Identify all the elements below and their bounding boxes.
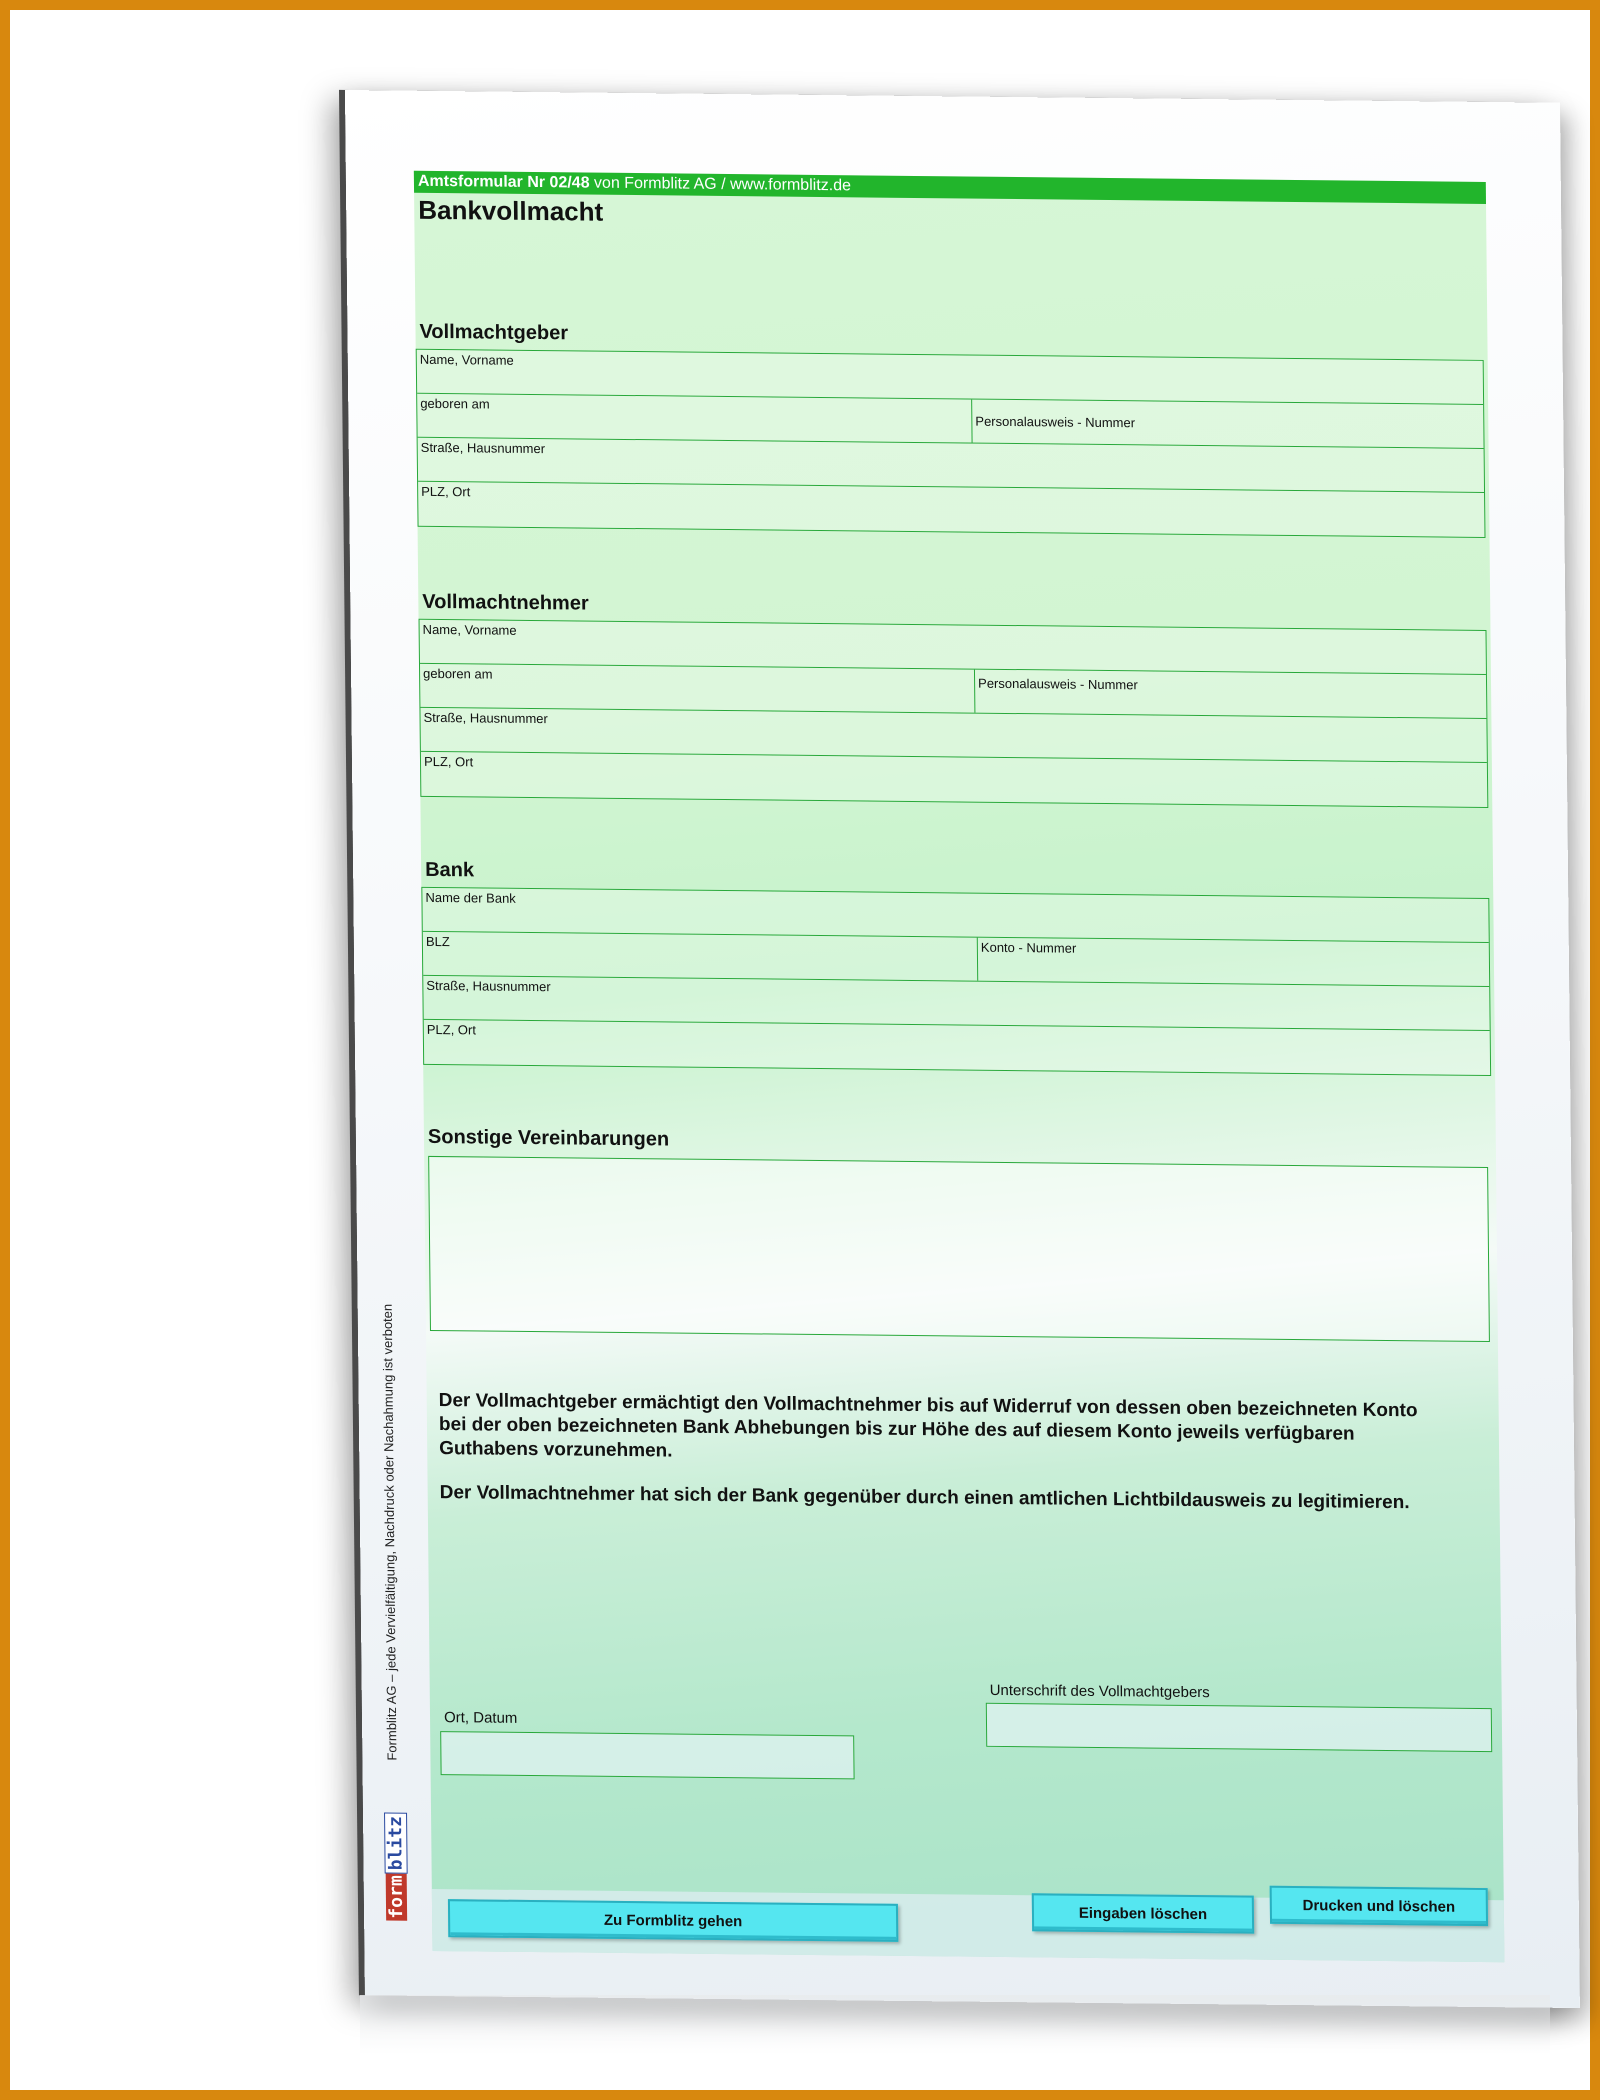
signature-label: Unterschrift des Vollmachtgebers	[989, 1681, 1210, 1702]
section-title-bank: Bank	[425, 858, 475, 882]
field-label: Straße, Hausnummer	[426, 977, 551, 995]
field-label: PLZ, Ort	[426, 1021, 477, 1038]
section-title-grantor: Vollmachtgeber	[419, 320, 569, 345]
legitimation-statement: Der Vollmachtnehmer hat sich der Bank gegenüber durch einen amtlichen Lichtbildausweis zu legitimieren.	[439, 1482, 1410, 1514]
field-label: Straße, Hausnummer	[423, 709, 548, 727]
bank-blz-field[interactable]: BLZ	[425, 933, 450, 950]
goto-formblitz-button[interactable]: Zu Formblitz gehen	[448, 1899, 898, 1942]
signature-field[interactable]	[986, 1703, 1492, 1752]
formblitz-logo: formblitz	[385, 1813, 407, 1921]
field-label: Name der Bank	[425, 889, 516, 906]
page-title: Bankvollmacht	[418, 194, 604, 227]
field-label: Name, Vorname	[422, 621, 517, 638]
place-date-field[interactable]	[440, 1731, 854, 1779]
grantor-birth-field[interactable]: geboren am	[420, 395, 490, 412]
form-sheet	[414, 171, 1505, 1963]
print-and-clear-button[interactable]: Drucken und löschen	[1270, 1886, 1488, 1926]
field-label: Straße, Hausnummer	[420, 439, 546, 457]
statement-line: bei der oben bezeichneten Bank Abhebungen bis zur Höhe des auf diesem Konto jeweils verfügbaren	[438, 1414, 1355, 1445]
field-label: Name, Vorname	[419, 351, 514, 368]
form-number: Amtsformular Nr 02/48	[417, 172, 590, 192]
bank-fields	[421, 887, 1491, 1076]
bank-account-field[interactable]: Konto - Nummer	[977, 938, 1491, 986]
section-title-grantee: Vollmachtnehmer	[422, 590, 589, 615]
clear-inputs-button[interactable]: Eingaben löschen	[1032, 1893, 1254, 1933]
grantee-birth-field[interactable]: geboren am	[423, 665, 493, 682]
publisher: von Formblitz AG / www.formblitz.de	[589, 174, 852, 195]
grantee-id-field[interactable]: Personalausweis - Nummer	[974, 670, 1488, 718]
statement-line: Der Vollmachtgeber ermächtigt den Vollmachtnehmer bis auf Widerruf von dessen oben bezeichneten Konto	[438, 1390, 1418, 1422]
grantor-fields	[416, 349, 1486, 538]
grantor-id-field[interactable]: Personalausweis - Nummer	[971, 400, 1485, 448]
section-title-other: Sonstige Vereinbarungen	[427, 1125, 670, 1151]
other-agreements-textarea[interactable]	[428, 1156, 1490, 1342]
field-label: PLZ, Ort	[421, 483, 471, 500]
statement-line: Guthabens vorzunehmen.	[439, 1438, 673, 1462]
page-reflection	[360, 1995, 1550, 2055]
place-date-label: Ort, Datum	[443, 1709, 518, 1727]
grantee-fields	[419, 619, 1489, 808]
field-label: PLZ, Ort	[423, 753, 474, 770]
document-page	[345, 90, 1580, 2008]
copyright-notice: Formblitz AG – jede Vervielfältigung, Nachdruck oder Nachahmung ist verboten	[379, 1303, 400, 1761]
authorization-statement	[439, 1389, 1440, 1471]
